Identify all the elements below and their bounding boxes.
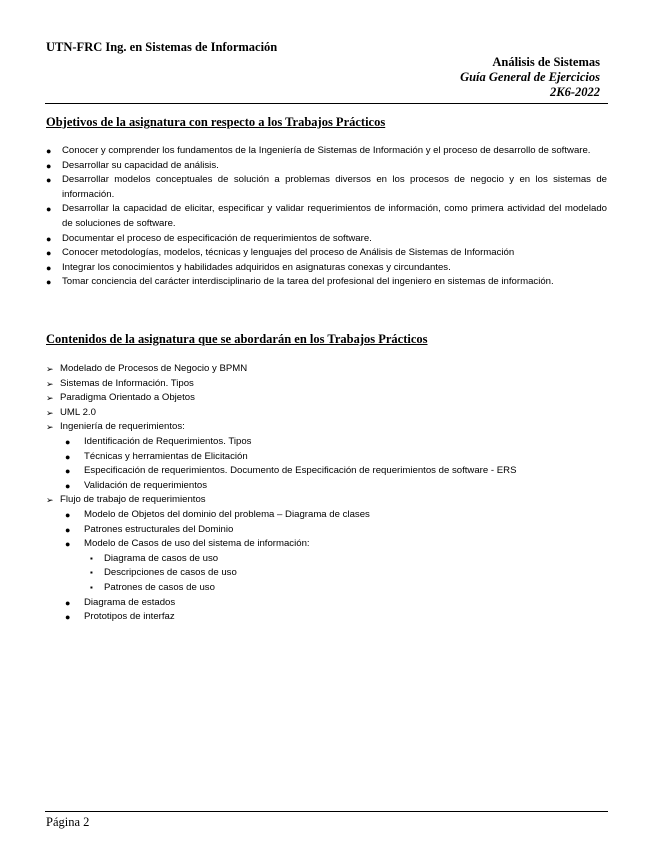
list-item: ➢ Sistemas de Información. Tipos [46,377,606,392]
bullet-icon: ● [46,160,52,171]
arrow-bullet-icon: ➢ [46,364,54,374]
list-item: ● Documentar el proceso de especificación de requerimientos de software. [46,232,607,247]
bullet-icon: ● [46,204,52,215]
list-item: ● Técnicas y herramientas de Elicitación [46,450,606,465]
bullet-icon: ● [65,597,71,608]
bullet-icon: ● [65,466,71,477]
list-item: ➢ Modelado de Procesos de Negocio y BPMN [46,362,606,377]
list-item: ● Validación de requerimientos [46,479,606,494]
list-item: ▪ Diagrama de casos de uso [46,552,606,567]
list-item: ➢ Flujo de trabajo de requerimientos [46,493,606,508]
list-item: ● Diagrama de estados [46,596,606,611]
course-code: 2K6-2022 [550,85,600,99]
footer-divider [45,811,608,812]
bullet-icon: ● [65,451,71,462]
arrow-bullet-icon: ➢ [46,422,54,433]
list-item: ➢ UML 2.0 [46,406,606,421]
list-item: ● Patrones estructurales del Dominio [46,523,606,538]
bullet-icon: ● [46,277,52,288]
list-item: ● Identificación de Requerimientos. Tipos [46,435,606,450]
list-item: ● Tomar conciencia del carácter interdisciplinario de la tarea del profesional del ingeniero en sistemas de información. [46,275,607,290]
objectives-list [46,144,607,290]
list-item: ● Prototipos de interfaz [46,610,606,625]
list-item: ➢ Ingeniería de requerimientos: [46,420,606,435]
list-item: ● Conocer metodologías, modelos, técnicas y lenguajes del proceso de Análisis de Sistemas de Información [46,246,607,261]
square-bullet-icon: ▪ [90,582,93,592]
institution-header: UTN-FRC Ing. en Sistemas de Información [46,40,278,54]
list-item: ● Desarrollar la capacidad de elicitar, especificar y validar requerimientos de información, como primera actividad del modelado de soluciones de software. [46,203,607,229]
header-divider [45,103,608,104]
page-number: Página 2 [46,815,90,829]
bullet-icon: ● [65,436,71,447]
arrow-bullet-icon: ➢ [46,407,54,418]
contents-title: Contenidos de la asignatura que se abordarán en los Trabajos Prácticos [46,332,428,346]
list-item: ● Desarrollar modelos conceptuales de solución a problemas diversos en los procesos de negocio y en los sistemas de información. [46,174,607,200]
guide-title: Guía General de Ejercicios [460,70,600,84]
subject-title: Análisis de Sistemas [492,55,600,69]
bullet-icon: ● [65,612,71,623]
objectives-title: Objetivos de la asignatura con respecto a los Trabajos Prácticos [46,115,386,129]
bullet-icon: ● [65,539,71,550]
list-item: ● Desarrollar su capacidad de análisis. [46,159,607,174]
document-header-right [460,55,600,100]
list-item: ● Modelo de Casos de uso del sistema de información: [46,537,606,552]
square-bullet-icon: ▪ [90,568,93,578]
list-item: ● Conocer y comprender los fundamentos de la Ingeniería de Sistemas de Información y el proceso de desarrollo de software. [46,144,607,159]
bullet-icon: ● [46,175,52,186]
bullet-icon: ● [65,480,71,491]
list-item: ▪ Patrones de casos de uso [46,581,606,596]
arrow-bullet-icon: ➢ [46,495,54,506]
list-item: ● Integrar los conocimientos y habilidades adquiridos en asignaturas conexas y circundantes. [46,261,607,276]
bullet-icon: ● [46,233,52,244]
arrow-bullet-icon: ➢ [46,393,54,404]
list-item: ● Especificación de requerimientos. Documento de Especificación de requerimientos de software - ERS [46,464,606,479]
bullet-icon: ● [65,524,71,535]
bullet-icon: ● [46,248,52,259]
list-item: ● Modelo de Objetos del dominio del problema – Diagrama de clases [46,508,606,523]
arrow-bullet-icon: ➢ [46,378,54,389]
bullet-icon: ● [46,262,52,273]
square-bullet-icon: ▪ [90,553,93,563]
list-item: ▪ Descripciones de casos de uso [46,566,606,581]
bullet-icon: ● [65,509,71,520]
contents-list [46,362,606,625]
bullet-icon: ● [46,146,52,156]
list-item: ➢ Paradigma Orientado a Objetos [46,391,606,406]
